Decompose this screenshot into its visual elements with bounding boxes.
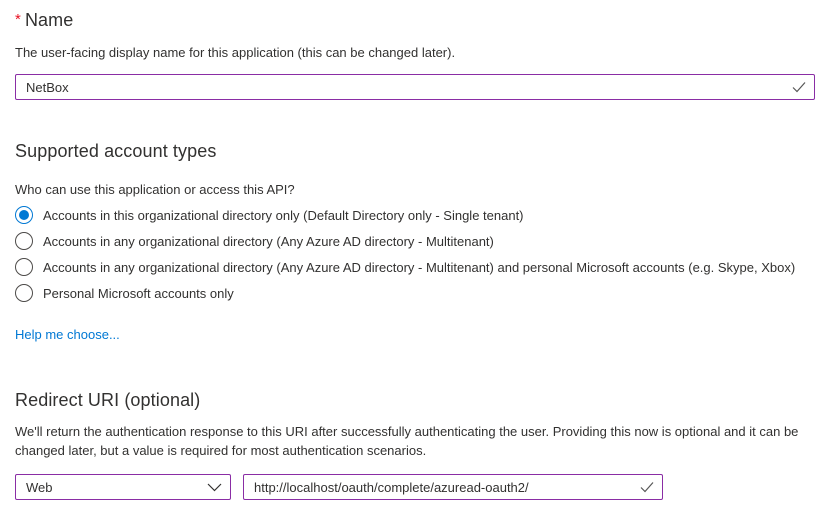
- radio-button-icon: [15, 232, 33, 250]
- account-types-question: Who can use this application or access this API?: [15, 182, 295, 197]
- name-field-container: [15, 74, 815, 100]
- radio-multitenant[interactable]: [15, 228, 494, 254]
- radio-multitenant-personal[interactable]: [15, 254, 795, 280]
- name-description: The user-facing display name for this application (this can be changed later).: [15, 45, 456, 60]
- name-title-text: Name: [24, 10, 74, 30]
- redirect-uri-input[interactable]: [254, 480, 634, 495]
- redirect-uri-description: We'll return the authentication response to this URI after successfully authenticating the user. Providing this now is optional and it can be changed later, but a value is required for most authentication scenarios.: [15, 424, 799, 458]
- account-types-section-title: Supported account types: [15, 141, 217, 161]
- radio-label: Accounts in any organizational directory (Any Azure AD directory - Multitenant): [43, 233, 494, 249]
- radio-label: Personal Microsoft accounts only: [43, 285, 234, 301]
- radio-button-icon: [15, 258, 33, 276]
- checkmark-icon: [792, 81, 806, 93]
- platform-select-value: Web: [26, 479, 53, 495]
- redirect-uri-section-title: Redirect URI (optional): [15, 390, 201, 410]
- radio-single-tenant[interactable]: [15, 202, 524, 228]
- radio-label: Accounts in any organizational directory (Any Azure AD directory - Multitenant) and personal Microsoft accounts (e.g. Skype, Xbox): [43, 259, 796, 275]
- required-asterisk: *: [15, 11, 21, 28]
- name-input[interactable]: [26, 80, 786, 95]
- redirect-uri-field-container: [243, 474, 663, 500]
- radio-personal-only[interactable]: [15, 280, 234, 306]
- checkmark-icon: [640, 481, 654, 493]
- help-me-choose-link[interactable]: Help me choose...: [15, 327, 120, 342]
- radio-label: Accounts in this organizational directory only (Default Directory only - Single tenant): [43, 207, 524, 223]
- platform-select[interactable]: [15, 474, 231, 500]
- radio-button-icon: [15, 284, 33, 302]
- radio-button-icon: [15, 206, 33, 224]
- name-section-title: [15, 10, 73, 31]
- chevron-down-icon: [207, 480, 222, 495]
